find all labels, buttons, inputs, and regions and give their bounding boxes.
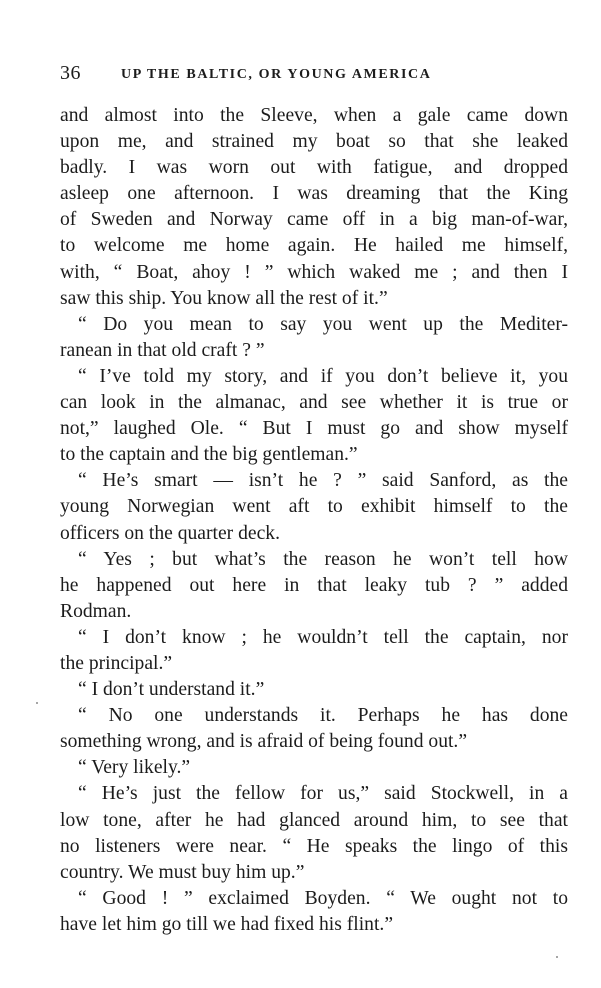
text-line: something wrong, and is afraid of being found out.” bbox=[60, 731, 468, 753]
text-line: can look in the almanac, and see whether it is true or bbox=[60, 392, 568, 414]
text-line: of Sweden and Norway came off in a big man-of-war, bbox=[60, 209, 568, 231]
text-line: “ He’s smart — isn’t he ? ” said Sanford, as the bbox=[78, 470, 568, 492]
text-line: “ Very likely.” bbox=[78, 757, 191, 779]
text-line: saw this ship. You know all the rest of it.” bbox=[60, 287, 388, 309]
text-line: “ I don’t understand it.” bbox=[78, 679, 265, 701]
text-line: low tone, after he had glanced around him, to see that bbox=[60, 809, 568, 831]
text-line: not,” laughed Ole. “ But I must go and show myself bbox=[60, 418, 568, 440]
text-line: he happened out here in that leaky tub ? ” added bbox=[60, 574, 568, 596]
text-line: “ I don’t know ; he wouldn’t tell the captain, nor bbox=[78, 626, 568, 648]
paper-speck bbox=[36, 702, 38, 704]
text-line: “ Good ! ” exclaimed Boyden. “ We ought not to bbox=[78, 887, 568, 909]
text-line: ranean in that old craft ? ” bbox=[60, 339, 265, 361]
text-line: have let him go till we had fixed his flint.” bbox=[60, 913, 394, 935]
text-line: “ I’ve told my story, and if you don’t believe it, you bbox=[78, 365, 568, 387]
text-line: to the captain and the big gentleman.” bbox=[60, 444, 358, 466]
text-line: badly. I was worn out with fatigue, and dropped bbox=[60, 157, 568, 179]
text-line: “ Yes ; but what’s the reason he won’t tell how bbox=[78, 548, 568, 570]
text-line: no listeners were near. “ He speaks the lingo of this bbox=[60, 835, 568, 857]
paper-speck bbox=[556, 956, 558, 958]
text-line: and almost into the Sleeve, when a gale came down bbox=[60, 105, 568, 126]
running-title: UP THE BALTIC, OR YOUNG AMERICA bbox=[121, 67, 432, 82]
text-line: officers on the quarter deck. bbox=[60, 522, 280, 544]
text-line: the principal.” bbox=[60, 652, 173, 674]
text-line: “ No one understands it. Perhaps he has done bbox=[78, 705, 568, 727]
page-header bbox=[60, 62, 568, 90]
text-line: Rodman. bbox=[60, 600, 132, 622]
text-line: asleep one afternoon. I was dreaming that the King bbox=[60, 183, 568, 205]
text-line: young Norwegian went aft to exhibit himself to the bbox=[60, 496, 568, 518]
body-text bbox=[60, 103, 568, 938]
text-line: “ Do you mean to say you went up the Mediter- bbox=[78, 313, 568, 335]
text-line: country. We must buy him up.” bbox=[60, 861, 305, 883]
text-line: with, “ Boat, ahoy ! ” which waked me ; and then I bbox=[60, 261, 568, 283]
text-line: upon me, and strained my boat so that she leaked bbox=[60, 131, 568, 153]
text-line: to welcome me home again. He hailed me himself, bbox=[60, 235, 568, 257]
text-line: “ He’s just the fellow for us,” said Stockwell, in a bbox=[78, 783, 568, 805]
page-number: 36 bbox=[60, 62, 81, 84]
